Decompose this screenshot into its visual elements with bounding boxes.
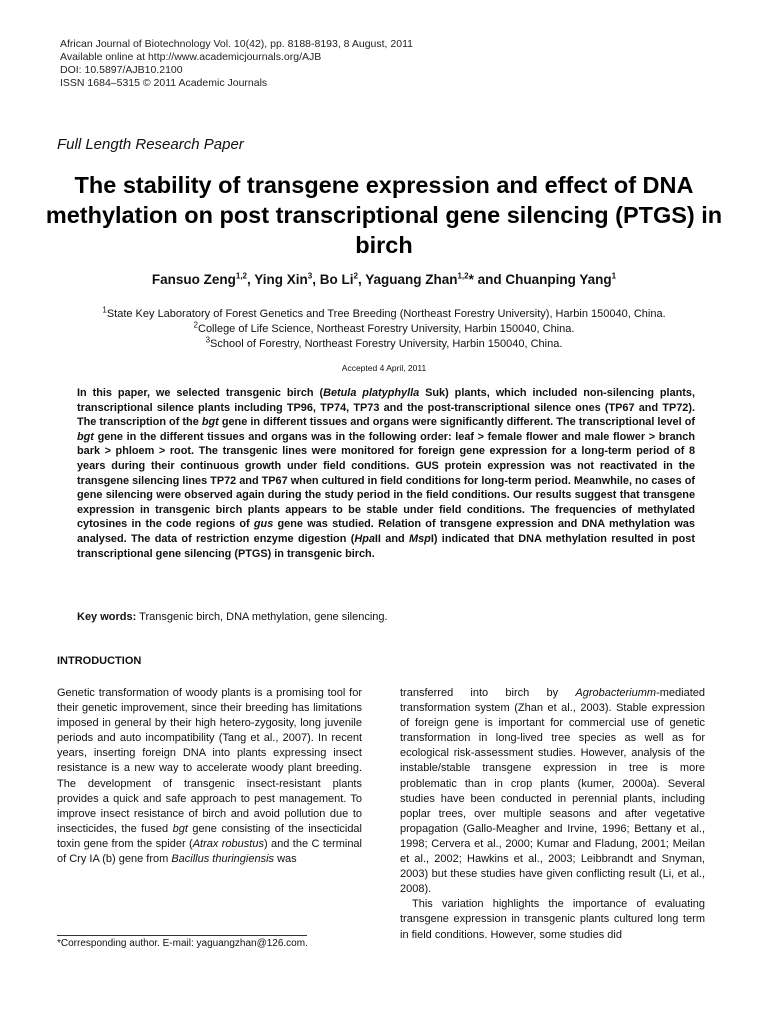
paragraph	[400, 897, 705, 942]
body-text: Genetic transformation of woody plants is a promising tool for their genetic improvement, since their breeding has limitations imposed in general by their high hetero-zygosity, long juvenile periods and auto incompatibility (Tang et al., 2007). In recent years, inserting foreign DNA into plants expressing insect resistance is a new way to accelerate woody plant breeding. The development of transgenic insect-resistant plants provides a quick and safe approach to pest management. To improve insect resistance of birch and avoid pollution due to insecticides, the fused	[57, 687, 362, 835]
body-italic: Atrax robustus	[192, 837, 264, 850]
keywords-label: Key words:	[77, 611, 137, 623]
abstract-italic: bgt	[77, 430, 94, 443]
body-italic: Bacillus thuringiensis	[171, 853, 275, 866]
affiliation-mark: 3	[205, 335, 211, 345]
corresponding-author-footnote: *Corresponding author. E-mail: yaguangzhan@126.com.	[57, 938, 308, 949]
abstract-text: In this paper, we selected transgenic birch (	[77, 387, 324, 399]
body-text: gene consisting of the insecticidal toxin gene from the spider (	[57, 822, 362, 850]
affiliation-mark: 2	[193, 320, 198, 330]
abstract-text: gene in the different tissues and organs was in the following order: leaf > female flower and male flower > branch bark > phloem > root. The transgenic lines were monitored for foreign gene expression for a long-term period of 8 years during their continuous growth under field conditions. GUS protein expression was not reactivated in the transgene silencing lines TP72 and TP67 when cultured in field conditions for long-term period. Meanwhile, no cases of gene silencing were observed again during the study period in the field conditions. Our results suggest that transgene expression in transgenic birch plants appears to be stable under field conditions. The frequencies of methylated cytosines in the code regions of	[77, 430, 695, 531]
abstract-italic: bgt	[201, 416, 219, 429]
abstract-text: Suk) plants, which included non-silencing plants, transcriptional silence plants including TP96, TP74, TP73 and the post-transcriptional silence ones (TP67 and TP72). The transcription of the	[77, 387, 696, 429]
author-affiliation-mark: 2	[353, 271, 358, 281]
keywords	[77, 611, 695, 623]
keywords-text: Transgenic birch, DNA methylation, gene silencing.	[136, 611, 388, 623]
author-affiliation-mark: 1	[611, 271, 617, 281]
affiliations	[40, 307, 728, 352]
author-name: Ying Xin	[254, 272, 308, 287]
author-affiliation-mark: 3	[307, 271, 313, 281]
author-name: Fansuo Zeng	[151, 272, 236, 287]
author-conjunction: and	[477, 272, 502, 287]
body-italic: Agrobacteriumm	[575, 687, 657, 699]
accepted-date: Accepted 4 April, 2011	[341, 363, 427, 373]
journal-url: Available online at http://www.academicjournals.org/AJB	[60, 51, 322, 63]
paper-type: Full Length Research Paper	[57, 136, 244, 153]
author-affiliation-mark: 1,2	[235, 271, 247, 281]
corresponding-mark: *	[468, 272, 474, 287]
abstract-text: II and	[374, 532, 410, 545]
abstract-italic: Msp	[409, 532, 431, 545]
author-name: Bo Li	[319, 272, 354, 287]
author-name: Chuanping Yang	[505, 272, 612, 287]
journal-header	[60, 38, 413, 90]
body-text: was	[274, 853, 297, 866]
abstract-text: gene in different tissues and organs were significantly different. The transcriptional level of	[218, 416, 695, 429]
abstract	[77, 386, 695, 561]
journal-citation: African Journal of Biotechnology Vol. 10(42), pp. 8188-8193, 8 August, 2011	[60, 38, 413, 50]
affiliation-text: College of Life Science, Northeast Forestry University, Harbin 150040, China.	[198, 323, 575, 335]
right-column	[400, 686, 705, 943]
left-column	[57, 686, 362, 867]
abstract-italic: gus	[253, 518, 274, 531]
affiliation-text: School of Forestry, Northeast Forestry University, Harbin 150040, China.	[210, 338, 563, 350]
section-heading-introduction: INTRODUCTION	[57, 655, 142, 667]
author-list: Fansuo Zeng$^{1,2}$, Ying Xin$^3$, Bo Li$^2$, Yaguang Zhan$^{1,2}$* and Chuanping Yang$^1$	[151, 271, 617, 287]
abstract-text: gene was studied. Relation of transgene expression and DNA methylation was analysed. The data of restriction enzyme digestion (	[77, 518, 695, 545]
footnote-divider	[57, 935, 307, 936]
paragraph	[57, 686, 362, 867]
paper-title: The stability of transgene expression and effect of DNA methylation on post transcriptional gene silencing (PTGS) in birch	[45, 172, 723, 258]
body-text: ) and the C terminal of Cry IA (b) gene from	[57, 837, 362, 866]
body-italic: bgt	[172, 822, 188, 835]
affiliation-text: State Key Laboratory of Forest Genetics and Tree Breeding (Northeast Forestry University), Harbin 150040, China.	[106, 308, 666, 320]
abstract-text: I) indicated that DNA methylation resulted in post transcriptional gene silencing (PTGS) in transgenic birch.	[77, 532, 695, 560]
affiliation-line	[40, 307, 728, 322]
abstract-italic: Betula platyphylla	[323, 387, 420, 399]
paragraph	[400, 686, 705, 897]
abstract-italic: Hpa	[354, 532, 375, 545]
affiliation-line	[40, 337, 728, 352]
journal-doi: DOI: 10.5897/AJB10.2100	[60, 64, 183, 76]
body-text: -mediated transformation system (Zhan et al., 2003). Stable expression of foreign gene is important for commercial use of genetic transformation in long-lived tree species as well as for ecological risk-assessment studies. However, analysis of the instable/stable transgene expression in tree is more problematic than in crop plants (kumer, 2000a). Several studies have been conducted in perennial plants, including poplar trees, over multiple seasons and after vegetative propagation (Gallo-Meagher and Irvine, 1996; Bettany et al., 1998; Cervera et al., 2000; Kumar and Fladung, 2001; Meilan et al., 2002; Hawkins et al., 2003; Leibbrandt and Snyman, 2003) but these studies have given conflicting result (Li, et al., 2008).	[400, 687, 705, 896]
affiliation-mark: 1	[102, 305, 107, 315]
body-text: This variation highlights the importance of evaluating transgene expression in transgenic plants cultured long term in field conditions. However, some studies did	[400, 898, 705, 941]
journal-issn: ISSN 1684–5315 © 2011 Academic Journals	[60, 77, 268, 89]
author-affiliation-mark: 1,2	[457, 271, 469, 281]
body-text: transferred into birch by	[400, 687, 576, 699]
author-name: Yaguang Zhan	[365, 272, 458, 287]
affiliation-line	[40, 322, 728, 337]
